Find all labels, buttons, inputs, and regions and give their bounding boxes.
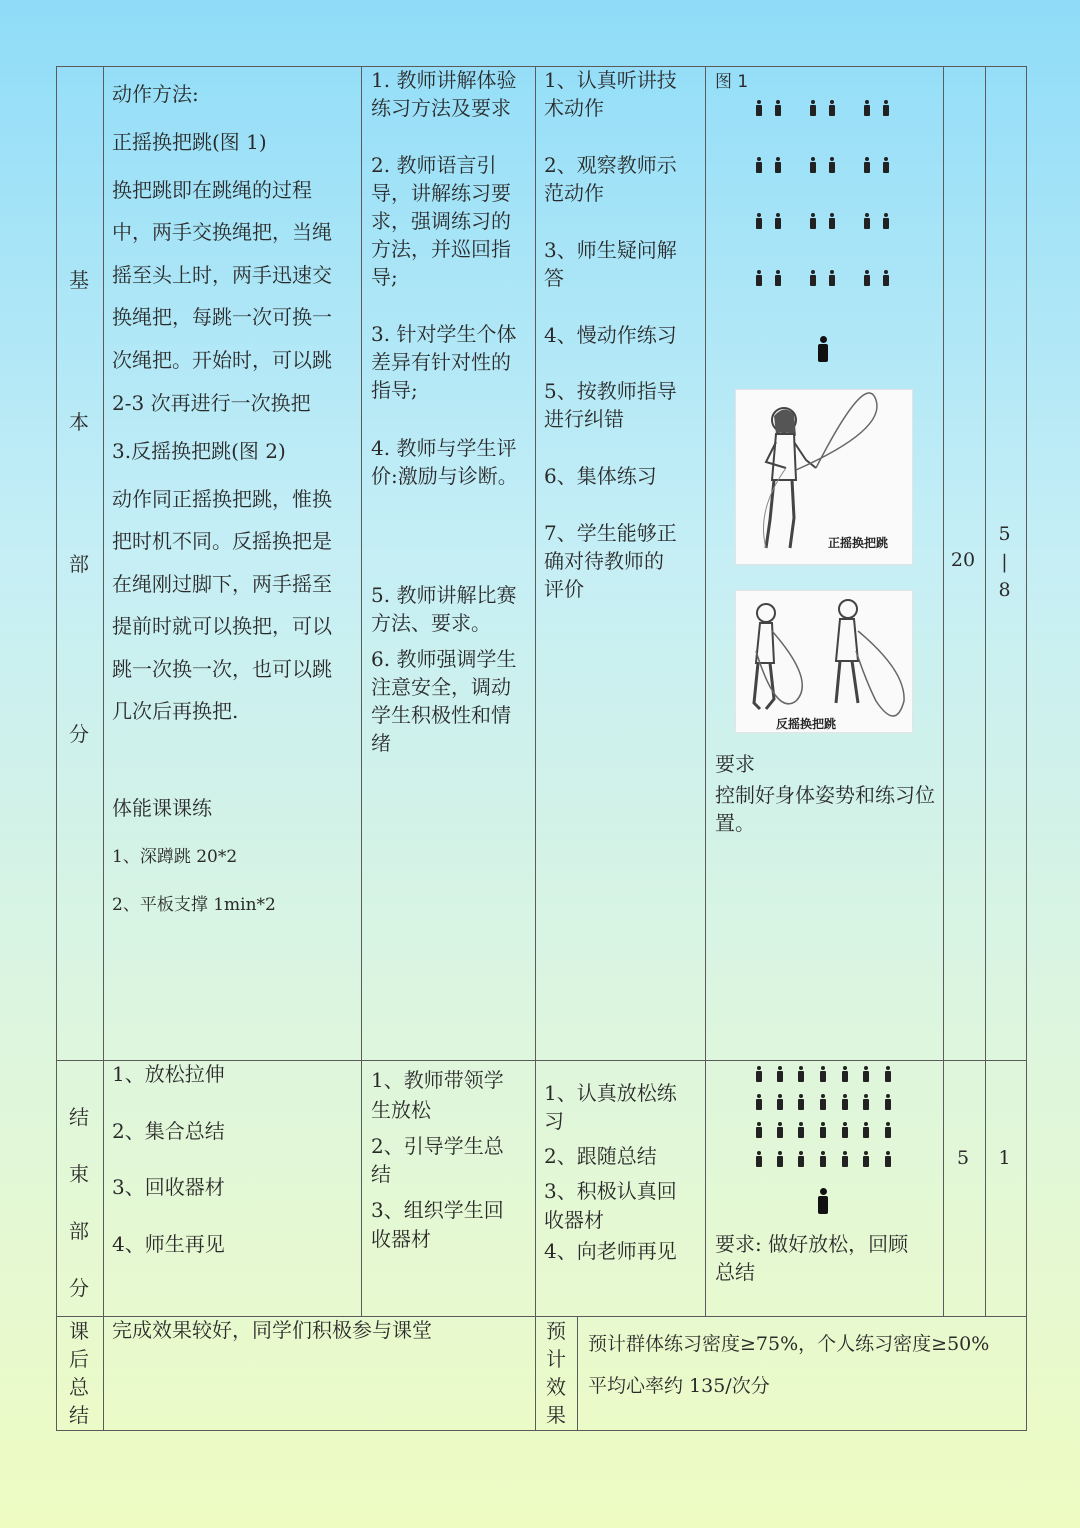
student-icon [809, 157, 817, 173]
student-icon [863, 213, 871, 229]
teacher-item: 导，讲解练习要 [371, 181, 511, 205]
student-icon [809, 213, 817, 229]
student-icon [755, 1066, 763, 1082]
ending-requirement: 总结 [715, 1260, 755, 1284]
ending-teacher-item: 2、引导学生总 [371, 1134, 504, 1158]
student-icon [862, 1122, 870, 1138]
teacher-item: 5. 教师讲解比赛 [371, 583, 517, 607]
desc-line: 中，两手交换绳把，当绳 [112, 220, 332, 244]
teacher-item: 指导; [371, 378, 418, 402]
ending-student-item: 习 [544, 1109, 564, 1133]
ending-content-item: 2、集合总结 [112, 1119, 225, 1143]
student-icon [828, 270, 836, 286]
expected-effect: 平均心率约 135/次分 [588, 1375, 770, 1397]
label-char: 部 [69, 1219, 89, 1243]
student-icon [828, 213, 836, 229]
student-item: 确对待教师的 [544, 549, 664, 573]
desc-line: 跳一次换一次，也可以跳 [112, 657, 332, 681]
label-char: 分 [69, 722, 89, 746]
ending-teacher-item: 3、组织学生回 [371, 1198, 504, 1222]
student-item: 术动作 [544, 96, 604, 120]
method-heading: 动作方法: [112, 82, 199, 106]
photo-caption: 反摇换把跳 [776, 717, 837, 731]
student-icon [819, 1122, 827, 1138]
ending-times: 1 [998, 1147, 1011, 1169]
basic-section-label [56, 264, 102, 747]
col-divider [943, 67, 944, 1316]
times-value: 5 [998, 523, 1011, 545]
ending-student-item: 2、跟随总结 [544, 1144, 657, 1168]
student-icon [862, 1066, 870, 1082]
teacher-item: 价:激励与诊断。 [371, 464, 518, 488]
ending-student-item: 4、向老师再见 [544, 1239, 677, 1263]
teacher-item: 导; [371, 265, 398, 289]
student-icon [863, 100, 871, 116]
requirement-text: 置。 [715, 811, 755, 835]
basic-times [984, 520, 1025, 604]
student-icon [774, 213, 782, 229]
student-icon [776, 1094, 784, 1110]
student-icon [755, 1151, 763, 1167]
student-item: 范动作 [544, 181, 604, 205]
times-value: | [1001, 551, 1008, 573]
student-icon [882, 270, 890, 286]
desc-line: 换绳把，每跳一次可换一 [112, 305, 332, 329]
student-item: 评价 [544, 577, 584, 601]
label-char: 课 [69, 1319, 89, 1343]
student-icon [884, 1122, 892, 1138]
label-char: 结 [69, 1403, 89, 1427]
label-char: 果 [546, 1403, 566, 1427]
ending-section-label [56, 1089, 102, 1317]
student-icon [755, 100, 763, 116]
desc-line: 摇至头上时，两手迅速交 [112, 263, 332, 287]
student-item: 4、慢动作练习 [544, 323, 677, 347]
student-icon [819, 1066, 827, 1082]
ending-content-item: 4、师生再见 [112, 1232, 225, 1256]
student-icon [797, 1151, 805, 1167]
teacher-item: 绪 [371, 731, 391, 755]
ending-student-item: 收器材 [544, 1208, 604, 1232]
student-icon [884, 1066, 892, 1082]
requirement-title: 要求 [715, 752, 755, 776]
desc-line: 提前时就可以换把，可以 [112, 614, 332, 638]
student-icon [828, 100, 836, 116]
student-item: 进行纠错 [544, 407, 624, 431]
times-value: 8 [998, 579, 1011, 601]
label-char: 分 [69, 1276, 89, 1300]
student-item: 3、师生疑问解 [544, 238, 677, 262]
student-icon [819, 1151, 827, 1167]
student-icon [809, 100, 817, 116]
desc-line: 动作同正摇换把跳，惟换 [112, 487, 332, 511]
teacher-item: 注意安全，调动 [371, 675, 511, 699]
teacher-item: 练习方法及要求 [371, 96, 511, 120]
ending-teacher-item: 1、教师带领学 [371, 1068, 504, 1092]
ending-teacher-item: 收器材 [371, 1227, 431, 1251]
student-icon [884, 1094, 892, 1110]
student-icon [841, 1122, 849, 1138]
student-icon [797, 1066, 805, 1082]
desc-line: 换把跳即在跳绳的过程 [112, 178, 312, 202]
student-icon [755, 1122, 763, 1138]
student-icon [755, 157, 763, 173]
student-icon [819, 1094, 827, 1110]
teacher-item: 4. 教师与学生评 [371, 436, 517, 460]
desc-line: 2-3 次再进行一次换把 [112, 391, 311, 415]
student-icon [755, 1094, 763, 1110]
summary-label [56, 1317, 102, 1429]
student-icon [809, 270, 817, 286]
student-icon [862, 1151, 870, 1167]
figure-label: 图 1 [715, 72, 749, 92]
col-divider [361, 67, 362, 1316]
requirement-text: 控制好身体姿势和练习位 [715, 783, 935, 807]
student-icon [776, 1122, 784, 1138]
teacher-icon [817, 336, 829, 362]
student-icon [776, 1066, 784, 1082]
label-char: 部 [69, 552, 89, 576]
student-icon [882, 157, 890, 173]
student-icon [841, 1094, 849, 1110]
col-divider [985, 67, 986, 1316]
desc-line: 把时机不同。反摇换把是 [112, 529, 332, 553]
ending-content-item: 3、回收器材 [112, 1175, 225, 1199]
label-char: 计 [546, 1347, 566, 1371]
student-icon [797, 1094, 805, 1110]
col-divider [103, 67, 104, 1430]
teacher-item: 6. 教师强调学生 [371, 647, 517, 671]
label-char: 总 [69, 1375, 89, 1399]
ending-teacher-item: 结 [371, 1162, 391, 1186]
sub-heading-backward: 3.反摇换把跳(图 2) [112, 439, 286, 463]
student-item: 5、按教师指导 [544, 379, 677, 403]
ending-student-item: 1、认真放松练 [544, 1081, 677, 1105]
label-char: 束 [69, 1162, 89, 1186]
ending-requirement: 要求: 做好放松，回顾 [715, 1232, 909, 1256]
teacher-item: 3. 针对学生个体 [371, 322, 517, 346]
student-icon [882, 213, 890, 229]
label-char: 结 [69, 1105, 89, 1129]
student-icon [755, 213, 763, 229]
expected-effect-label [535, 1317, 577, 1429]
rope-jumpers-illustration [736, 591, 912, 732]
student-icon [774, 157, 782, 173]
label-char: 本 [69, 410, 89, 434]
fitness-item: 2、平板支撑 1min*2 [112, 895, 276, 915]
student-icon [884, 1151, 892, 1167]
student-icon [797, 1122, 805, 1138]
desc-line: 几次后再换把. [112, 699, 239, 723]
col-divider [535, 67, 536, 1430]
label-char: 后 [69, 1347, 89, 1371]
expected-effect: 预计群体练习密度≥75%，个人练习密度≥50% [588, 1333, 990, 1355]
teacher-item: 1. 教师讲解体验 [371, 68, 517, 92]
sub-heading-forward: 正摇换把跳(图 1) [112, 130, 267, 154]
label-char: 效 [546, 1375, 566, 1399]
student-icon [863, 157, 871, 173]
student-item: 7、学生能够正 [544, 521, 677, 545]
fitness-item: 1、深蹲跳 20*2 [112, 847, 238, 867]
student-item: 6、集体练习 [544, 464, 657, 488]
photo-backward-swing [735, 590, 913, 733]
student-icon [841, 1151, 849, 1167]
teacher-item: 2. 教师语言引 [371, 153, 497, 177]
teacher-item: 差异有针对性的 [371, 350, 511, 374]
student-icon [776, 1151, 784, 1167]
student-icon [774, 270, 782, 286]
desc-line: 次绳把。开始时，可以跳 [112, 348, 332, 372]
ending-teacher-item: 生放松 [371, 1098, 431, 1122]
teacher-item: 方法、要求。 [371, 611, 491, 635]
basic-time: 20 [950, 549, 976, 571]
summary-text: 完成效果较好，同学们积极参与课堂 [112, 1318, 432, 1342]
label-char: 基 [69, 268, 89, 292]
student-icon [828, 157, 836, 173]
teacher-icon [817, 1188, 829, 1214]
teacher-item: 方法，并巡回指 [371, 237, 511, 261]
student-item: 2、观察教师示 [544, 153, 677, 177]
fitness-title: 体能课课练 [112, 796, 212, 820]
ending-content-item: 1、放松拉伸 [112, 1062, 225, 1086]
col-divider [577, 1316, 578, 1430]
photo-forward-swing [735, 389, 913, 565]
student-item: 1、认真听讲技 [544, 68, 677, 92]
desc-line: 在绳刚过脚下，两手摇至 [112, 572, 332, 596]
teacher-item: 学生积极性和情 [371, 703, 511, 727]
photo-caption: 正摇换把跳 [828, 536, 889, 550]
student-icon [755, 270, 763, 286]
student-item: 答 [544, 266, 564, 290]
student-icon [863, 270, 871, 286]
student-icon [882, 100, 890, 116]
student-icon [774, 100, 782, 116]
teacher-item: 求，强调练习的 [371, 209, 511, 233]
ending-student-item: 3、积极认真回 [544, 1179, 677, 1203]
ending-time: 5 [956, 1147, 970, 1169]
col-divider [705, 67, 706, 1316]
student-icon [841, 1066, 849, 1082]
student-icon [862, 1094, 870, 1110]
label-char: 预 [546, 1319, 566, 1343]
